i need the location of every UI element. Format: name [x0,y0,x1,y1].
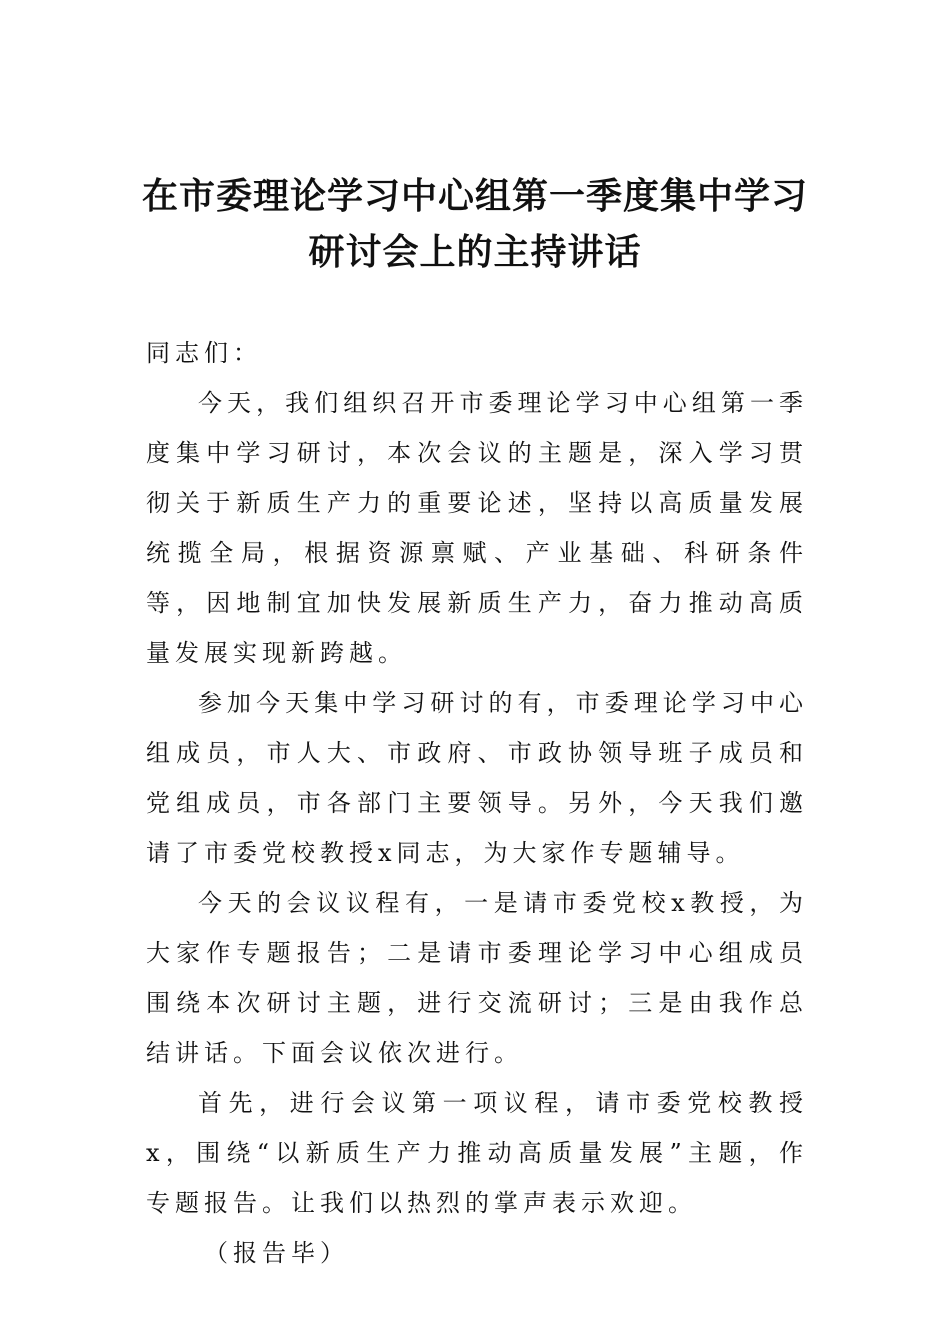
report-end-note: （报告毕） [204,1239,349,1267]
paragraph-first-item: 首先，进行会议第一项议程，请市委党校教授x，围绕“以新质生产力推动高质量发展”主题，作专题报告。让我们以热烈的掌声表示欢迎。 [146,1089,808,1217]
paragraph-agenda: 今天的会议议程有，一是请市委党校x教授，为大家作专题报告；二是请市委理论学习中心组成员围绕本次研讨主题，进行交流研讨；三是由我作总结讲话。下面会议依次进行。 [146,889,808,1067]
title-line-1: 在市委理论学习中心组第一季度集中学习 [141,175,808,217]
document-title [120,168,830,280]
paragraph-attendees: 参加今天集中学习研讨的有，市委理论学习中心组成员，市人大、市政府、市政协领导班子成员和党组成员，市各部门主要领导。另外，今天我们邀请了市委党校教授x同志，为大家作专题辅导。 [146,689,808,867]
paragraph-opening: 今天，我们组织召开市委理论学习中心组第一季度集中学习研讨，本次会议的主题是，深入学习贯彻关于新质生产力的重要论述，坚持以高质量发展统揽全局，根据资源禀赋、产业基础、科研条件等，因地制宜加快发展新质生产力，奋力推动高质量发展实现新跨越。 [146,389,808,667]
title-line-2: 研讨会上的主持讲话 [308,231,642,273]
document-body [146,328,808,1278]
salutation: 同志们： [146,339,262,367]
